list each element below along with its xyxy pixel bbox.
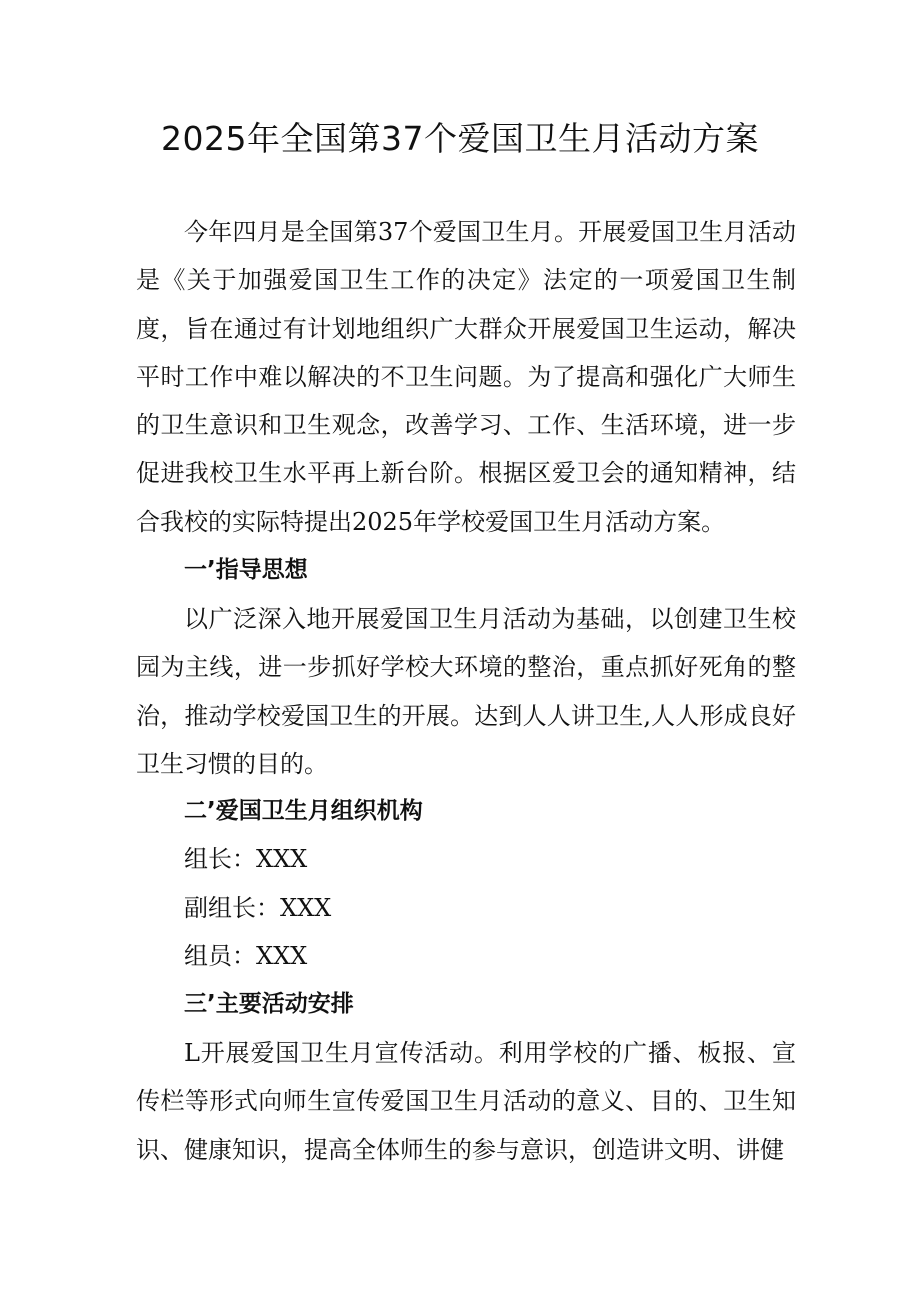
member-deputy-leader: 副组长：XXX [184,894,332,922]
section-1-paragraph: 以广泛深入地开展爱国卫生月活动为基础，以创建卫生校园为主线，进一步抓好学校大环境的整治，重点抓好死角的整治，推动学校爱国卫生的开展。达到人人讲卫生,人人形成良好卫生习惯的目的。 [136,605,796,778]
member-staff: 组员：XXX [184,942,308,970]
section-3-heading: 三’主要活动安排 [184,991,354,1017]
member-leader: 组长：XXX [184,845,308,873]
document-title: 2025年全国第37个爱国卫生月活动方案 [161,119,759,158]
section-2-heading: 二’爱国卫生月组织机构 [184,798,423,824]
intro-paragraph: 今年四月是全国第37个爱国卫生月。开展爱国卫生月活动是《关于加强爱国卫生工作的决定》法定的一项爱国卫生制度，旨在通过有计划地组织广大群众开展爱国卫生运动，解决平时工作中难以解决的不卫生问题。为了提高和强化广大师生的卫生意识和卫生观念，改善学习、工作、生活环境，进一步促进我校卫生水平再上新台阶。根据区爱卫会的通知精神，结合我校的实际特提出2025年学校爱国卫生月活动方案。 [136,218,796,536]
section-1-heading: 一’指导思想 [184,557,308,583]
section-3-paragraph: L开展爱国卫生月宣传活动。利用学校的广播、板报、宣传栏等形式向师生宣传爱国卫生月活动的意义、目的、卫生知识、健康知识，提高全体师生的参与意识，创造讲文明、讲健 [136,1039,796,1164]
